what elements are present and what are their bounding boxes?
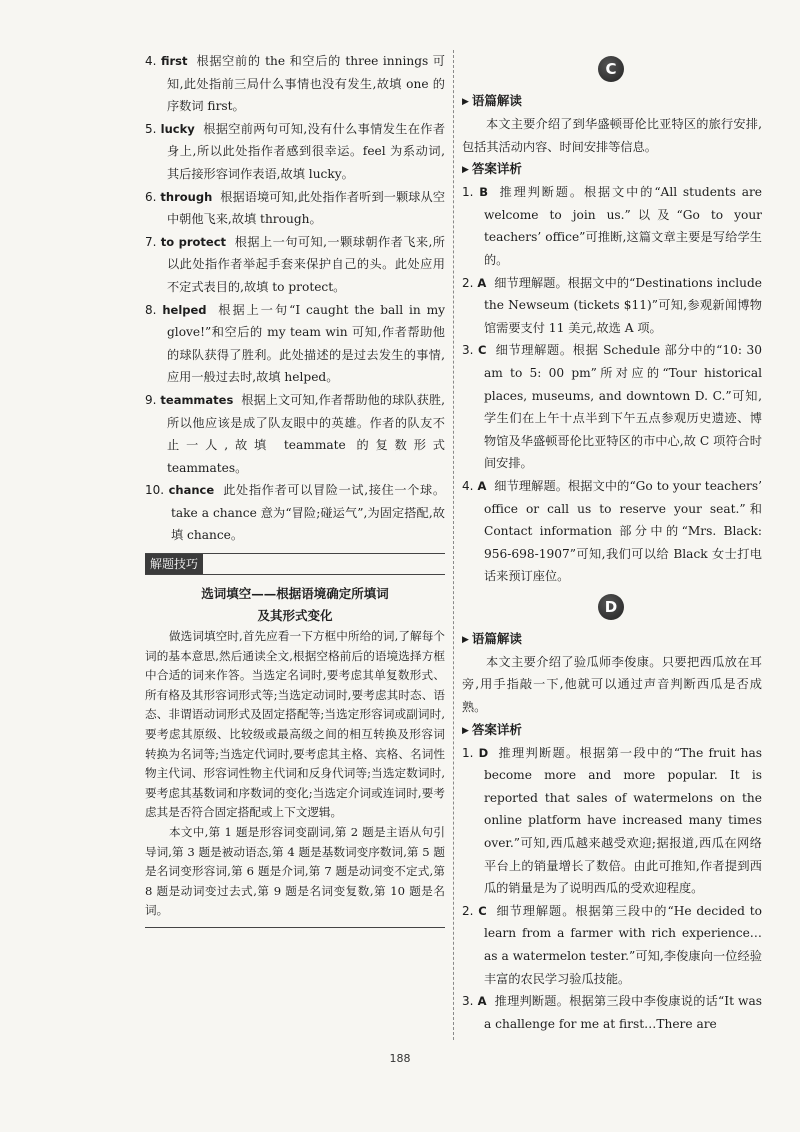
section-badge: C [598, 56, 624, 82]
tips-title-line2: 及其形式变化 [257, 608, 333, 624]
triangle-icon: ▶ [462, 165, 469, 176]
tips-title [145, 583, 445, 627]
list-item: 5. lucky 根据空前两句可知,没有什么事情发生在作者身上,所以此处指作者感到很幸运。feel 为系动词,其后接形容词作表语,故填 lucky。 [145, 121, 446, 181]
tips-header [145, 553, 445, 575]
list-item: 8. helped 根据上一句“I caught the ball in my glove!”和空后的 my team win 可知,作者帮助他的球队获得了胜利。此处描述的是过去发生的事情,应用一般过去时,故填 helped。 [145, 302, 446, 385]
triangle-icon: ▶ [462, 634, 469, 645]
list-item: 10. chance 此处指作者可以冒险一试,接住一个球。take a chance 意为“冒险;碰运气”,为固定搭配,故填 chance。 [145, 483, 446, 543]
section-d-header [462, 588, 762, 628]
reading-text: 本文主要介绍了到华盛顿哥伦比亚特区的旅行安排,包括其活动内容、时间安排等信息。 [462, 117, 762, 154]
answer-item: 3. A 推理判断题。根据第三段中李俊康说的话“It was a challenge for me at first…There are [462, 994, 763, 1031]
tips-label: 解题技巧 [145, 554, 203, 574]
page-number: 188 [389, 1052, 411, 1065]
triangle-icon: ▶ [462, 725, 469, 736]
left-column [145, 50, 445, 928]
triangle-icon: ▶ [462, 97, 469, 107]
answer-item: 2. C 细节理解题。根据第三段中的“He decided to learn from a farmer with rich experience…as a watermelon tester.”可知,李俊康向一位经验丰富的农民学习验瓜技能。 [462, 903, 763, 986]
answer-heading: ▶ 答案详析 [462, 158, 762, 181]
column-divider [453, 50, 454, 1040]
tips-bottom-rule [145, 927, 445, 928]
list-item: 6. through 根据语境可知,此处指作者听到一颗球从空中朝他飞来,故填 through。 [145, 189, 446, 227]
answer-item: 3. C 细节理解题。根据 Schedule 部分中的“10: 30 am to 5: 00 pm”所对应的“Tour historical places, museums, and downtown D. C.”可知,学生们在上午十点半到下午五点参观历史遗迹、博物馆及华盛顿哥伦比亚特区的市中心,故 C 项符合时间安排。 [462, 343, 762, 471]
reading-text: 本文主要介绍了验瓜师李俊康。只要把西瓜放在耳旁,用手指敲一下,他就可以通过声音判断西瓜是否成熟。 [462, 654, 762, 715]
tips-paragraph: 本文中,第 1 题是形容词变副词,第 2 题是主语从句引导词,第 3 题是被动语态,第 4 题是基数词变序数词,第 5 题是名词变形容词,第 6 题是介词,第 7 题是动词变不定式,第 8 题是动词变过去式,第 9 题是名词变复数,第 10 题是名词。 [145, 825, 445, 918]
reading-heading: ▶ 语篇解读 [462, 628, 762, 651]
answer-heading: ▶ 答案详析 [462, 719, 762, 742]
answer-item: 1. D 推理判断题。根据第一段中的“The fruit has become more and more popular. It is reported that sales of watermelons on the online platform have increased many times over.”可知,西瓜越来越受欢迎;据报道,西瓜在网络平台上的销量增长了数倍。由此可推知,作者提到西瓜的销量是为了说明西瓜的受欢迎程度。 [462, 745, 763, 896]
answer-item: 2. A 细节理解题。根据文中的“Destinations include the Newseum (tickets $11)”可知,参观新闻博物馆需要支付 11 美元,故选 A 项。 [462, 275, 763, 335]
tips-title-line1: 选词填空——根据语境确定所填词 [201, 586, 389, 602]
section-c-header [462, 50, 762, 90]
list-item: 7. to protect 根据上一句可知,一颗球朝作者飞来,所以此处指作者举起手套来保护自己的头。此处应用不定式表目的,故填 to protect。 [145, 234, 445, 294]
reading-heading: ▶ 语篇解读 [462, 90, 762, 113]
answer-item: 4. A 细节理解题。根据文中的“Go to your teachers’ office or call us to reserve your seat.”和 Contact information 部分中的“Mrs. Black: 956-698-1907”可知,我们可以给 Black 女士打电话来预订座位。 [462, 478, 763, 584]
answer-item: 1. B 推理判断题。根据文中的“All students are welcome to join us.”以及“Go to your teachers’ office”可推断,这篇文章主要是写给学生的。 [462, 185, 763, 267]
right-column [462, 50, 762, 1035]
tips-paragraph: 做选词填空时,首先应看一下方框中所给的词,了解每个词的基本意思,然后通读全文,根据空格前后的语境选择方框中合适的词来作答。当选定名词时,要考虑其单复数形式、所有格及其形容词形式等;当选定动词时,要考虑其时态、语态、非谓语动词形式及固定搭配等;当选定形容词或副词时,要考虑其原级、比较级或最高级之间的相互转换及形容词转换为名词等;当选定代词时,要考虑其主格、宾格、名词性物主代词、形容词性物主代词和反身代词等;当选定数词时,要考虑其基数词和序数词的变化;当选定介词或连词时,要考虑其是否符合固定搭配或上下文逻辑。 [145, 629, 445, 820]
list-item: 9. teammates 根据上文可知,作者帮助他的球队获胜,所以他应该是成了队友眼中的英雄。作者的队友不止一人,故填 teammate 的复数形式 teammates。 [145, 392, 446, 475]
section-badge: D [598, 594, 624, 620]
list-item: 4. first 根据空前的 the 和空后的 three innings 可知,此处指前三局什么事情也没有发生,故填 one 的序数词 first。 [145, 54, 445, 114]
